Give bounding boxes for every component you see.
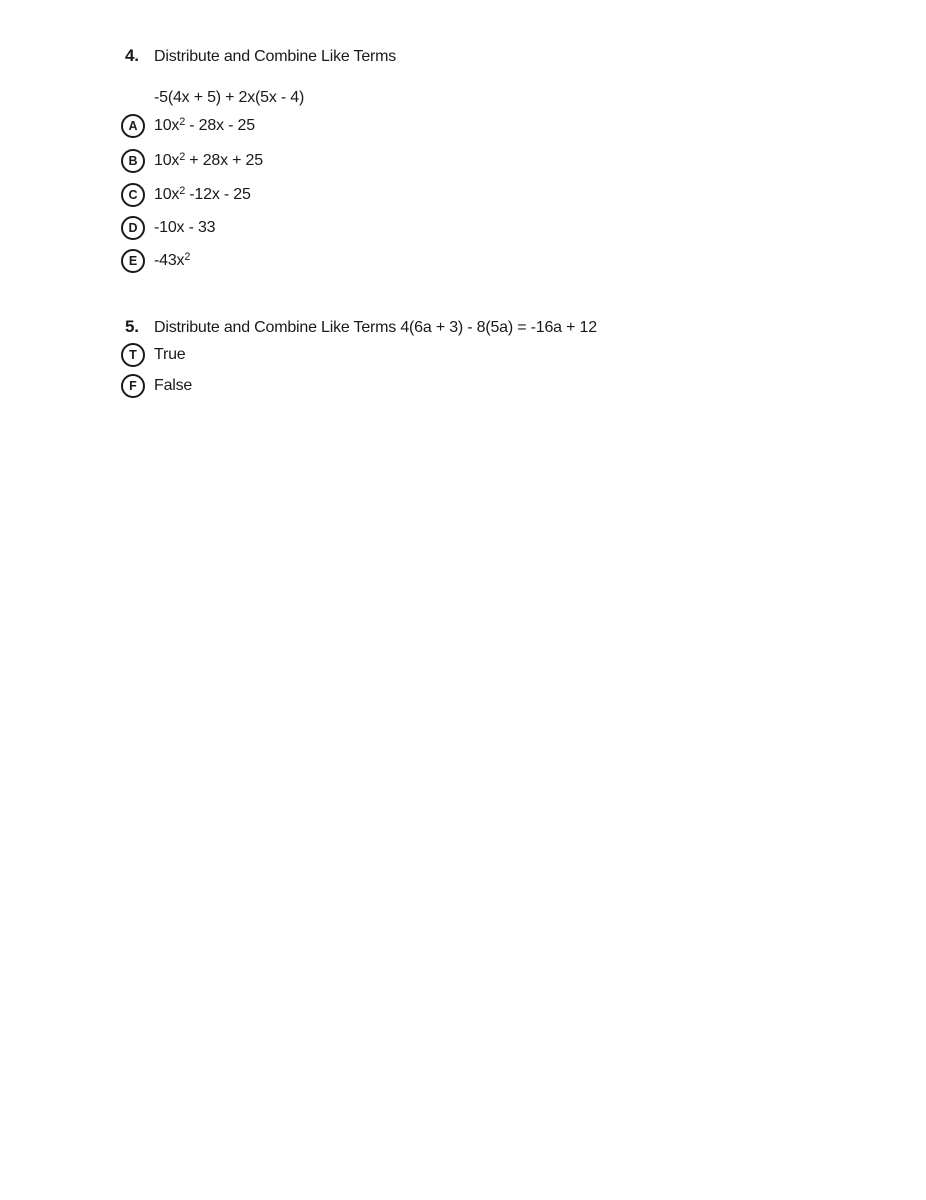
choice-true-bubble: T (121, 343, 145, 367)
question-4-header (125, 45, 396, 68)
choice-c-bubble: C (121, 183, 145, 207)
choice-false-text: False (154, 377, 193, 394)
question-4-choice-b (121, 149, 263, 173)
choice-true-text: True (154, 346, 186, 363)
question-5-header (125, 316, 597, 339)
question-4-choice-c (121, 183, 251, 207)
choice-b-text: $10x^2 + 28x + 25$ (154, 151, 263, 169)
question-4-title: Distribute and Combine Like Terms (154, 48, 397, 65)
question-4-choice-d (121, 216, 215, 240)
choice-d-bubble: D (121, 216, 145, 240)
question-4-expression: -5(4x + 5) + 2x(5x - 4) (154, 89, 305, 106)
choice-e-bubble: E (121, 249, 145, 273)
choice-d-text: -10x - 33 (154, 219, 216, 236)
choice-b-bubble: B (121, 149, 145, 173)
question-4-choice-a (121, 114, 255, 138)
choice-a-bubble: A (121, 114, 145, 138)
choice-e-text: $-43x^2$ (154, 251, 191, 269)
choice-a-text: $10x^2 - 28x - 25$ (154, 116, 255, 134)
choice-c-text: $10x^2$ -12x - 25 (154, 185, 251, 203)
question-4-number: 4. (125, 46, 139, 65)
question-5-number: 5. (125, 317, 139, 336)
question-4-choice-e (121, 249, 190, 273)
question-5-choice-false (121, 374, 192, 398)
question-5-title: Distribute and Combine Like Terms 4(6a + 3) - 8(5a) = -16a + 12 (154, 319, 597, 336)
choice-false-bubble: F (121, 374, 145, 398)
question-5-choice-true (121, 343, 186, 367)
